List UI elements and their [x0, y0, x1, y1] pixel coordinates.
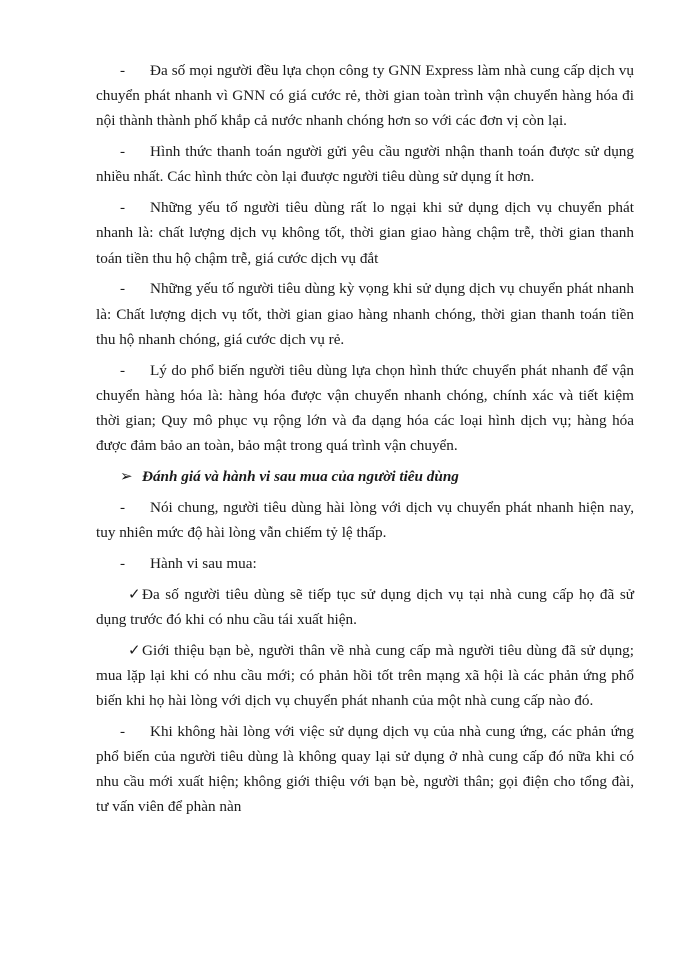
- dash-bullet: -: [120, 280, 126, 298]
- checkmark-icon: ✓: [128, 585, 141, 603]
- dash-bullet: -: [120, 722, 126, 740]
- paragraph-text: Khi không hài lòng với việc sử dụng dịch vụ của nhà cung ứng, các phản ứng phổ biến của người tiêu dùng là không quay lại sử dụng ở nhà cung cấp đó nữa khi có nhu cầu mới xuất hiện; không giới thiệu với bạn bè, người thân; gọi điện cho tổng đài, tư vấn viên để phàn nàn: [96, 722, 634, 816]
- section-heading: [96, 464, 634, 489]
- paragraph-text: Những yếu tố người tiêu dùng kỳ vọng khi sử dụng dịch vụ chuyển phát nhanh là: Chất lượng dịch vụ tốt, thời gian giao hàng nhanh chóng, thời gian thanh toán tiền thu hộ nhanh chóng, giá cước dịch vụ rẻ.: [96, 280, 634, 348]
- checkmark-icon: ✓: [128, 641, 141, 659]
- check-item-continue: [96, 582, 634, 632]
- dash-bullet: -: [120, 62, 126, 79]
- paragraph-expectations: [96, 276, 634, 352]
- paragraph-reasons: [96, 358, 634, 459]
- paragraph-text: Lý do phổ biến người tiêu dùng lựa chọn hình thức chuyển phát nhanh để vận chuyển hàng hóa là: hàng hóa được vận chuyển nhanh chóng, chính xác và tiết kiệm thời gian; Quy mô phục vụ rộng lớn và đa dạng hóa các loại hình dịch vụ; hàng hóa được đảm bảo an toàn, bảo mật trong quá trình vận chuyển.: [96, 361, 634, 455]
- paragraph-text: Hình thức thanh toán người gửi yêu cầu người nhận thanh toán được sử dụng nhiều nhất. Các hình thức còn lại đuược người tiêu dùng sử dụng ít hơn.: [96, 143, 634, 186]
- dash-bullet: -: [120, 199, 126, 217]
- dash-bullet: -: [120, 554, 126, 572]
- paragraph-text: Những yếu tố người tiêu dùng rất lo ngại khi sử dụng dịch vụ chuyển phát nhanh là: chất lượng dịch vụ không tốt, thời gian giao hàng chậm trễ, thời gian thanh toán tiền thu hộ chậm trễ, giá cước dịch vụ đắt: [96, 199, 634, 267]
- paragraph-text: Hành vi sau mua:: [150, 554, 257, 572]
- dash-bullet: -: [120, 498, 126, 516]
- dash-bullet: -: [120, 361, 126, 379]
- paragraph-text: Đa số mọi người đều lựa chọn công ty GNN Express làm nhà cung cấp dịch vụ chuyển phát nhanh vì GNN có giá cước rẻ, thời gian toàn trình vận chuyển hàng hóa đi nội thành thành phố khắp cả nước nhanh chóng hơn so với các đơn vị còn lại.: [96, 62, 634, 130]
- paragraph-gnn-choice: [96, 58, 634, 134]
- paragraph-payment-method: [96, 139, 634, 189]
- paragraph-text: Nói chung, người tiêu dùng hài lòng với dịch vụ chuyển phát nhanh hiện nay, tuy nhiên mức độ hài lòng vẫn chiếm tỷ lệ thấp.: [96, 498, 634, 542]
- paragraph-dissatisfaction: [96, 719, 634, 820]
- paragraph-satisfaction: [96, 495, 634, 545]
- document-page: [96, 58, 634, 825]
- heading-text: Đánh giá và hành vi sau mua của người tiêu dùng: [142, 468, 459, 486]
- arrow-bullet-icon: ➢: [120, 468, 133, 486]
- check-item-referral: [96, 638, 634, 714]
- paragraph-concerns: [96, 195, 634, 271]
- check-item-text: Giới thiệu bạn bè, người thân về nhà cung cấp mà người tiêu dùng đã sử dụng; mua lặp lại khi có nhu cầu mới; có phản hồi tốt trên mạng xã hội là các phản ứng phổ biến khi họ hài lòng với dịch vụ chuyển phát nhanh của một nhà cung cấp nào đó.: [96, 641, 634, 710]
- dash-bullet: -: [120, 143, 126, 161]
- check-item-text: Đa số người tiêu dùng sẽ tiếp tục sử dụng dịch vụ tại nhà cung cấp họ đã sử dụng trước đó khi có nhu cầu tái xuất hiện.: [96, 585, 634, 628]
- paragraph-post-purchase: [96, 551, 634, 576]
